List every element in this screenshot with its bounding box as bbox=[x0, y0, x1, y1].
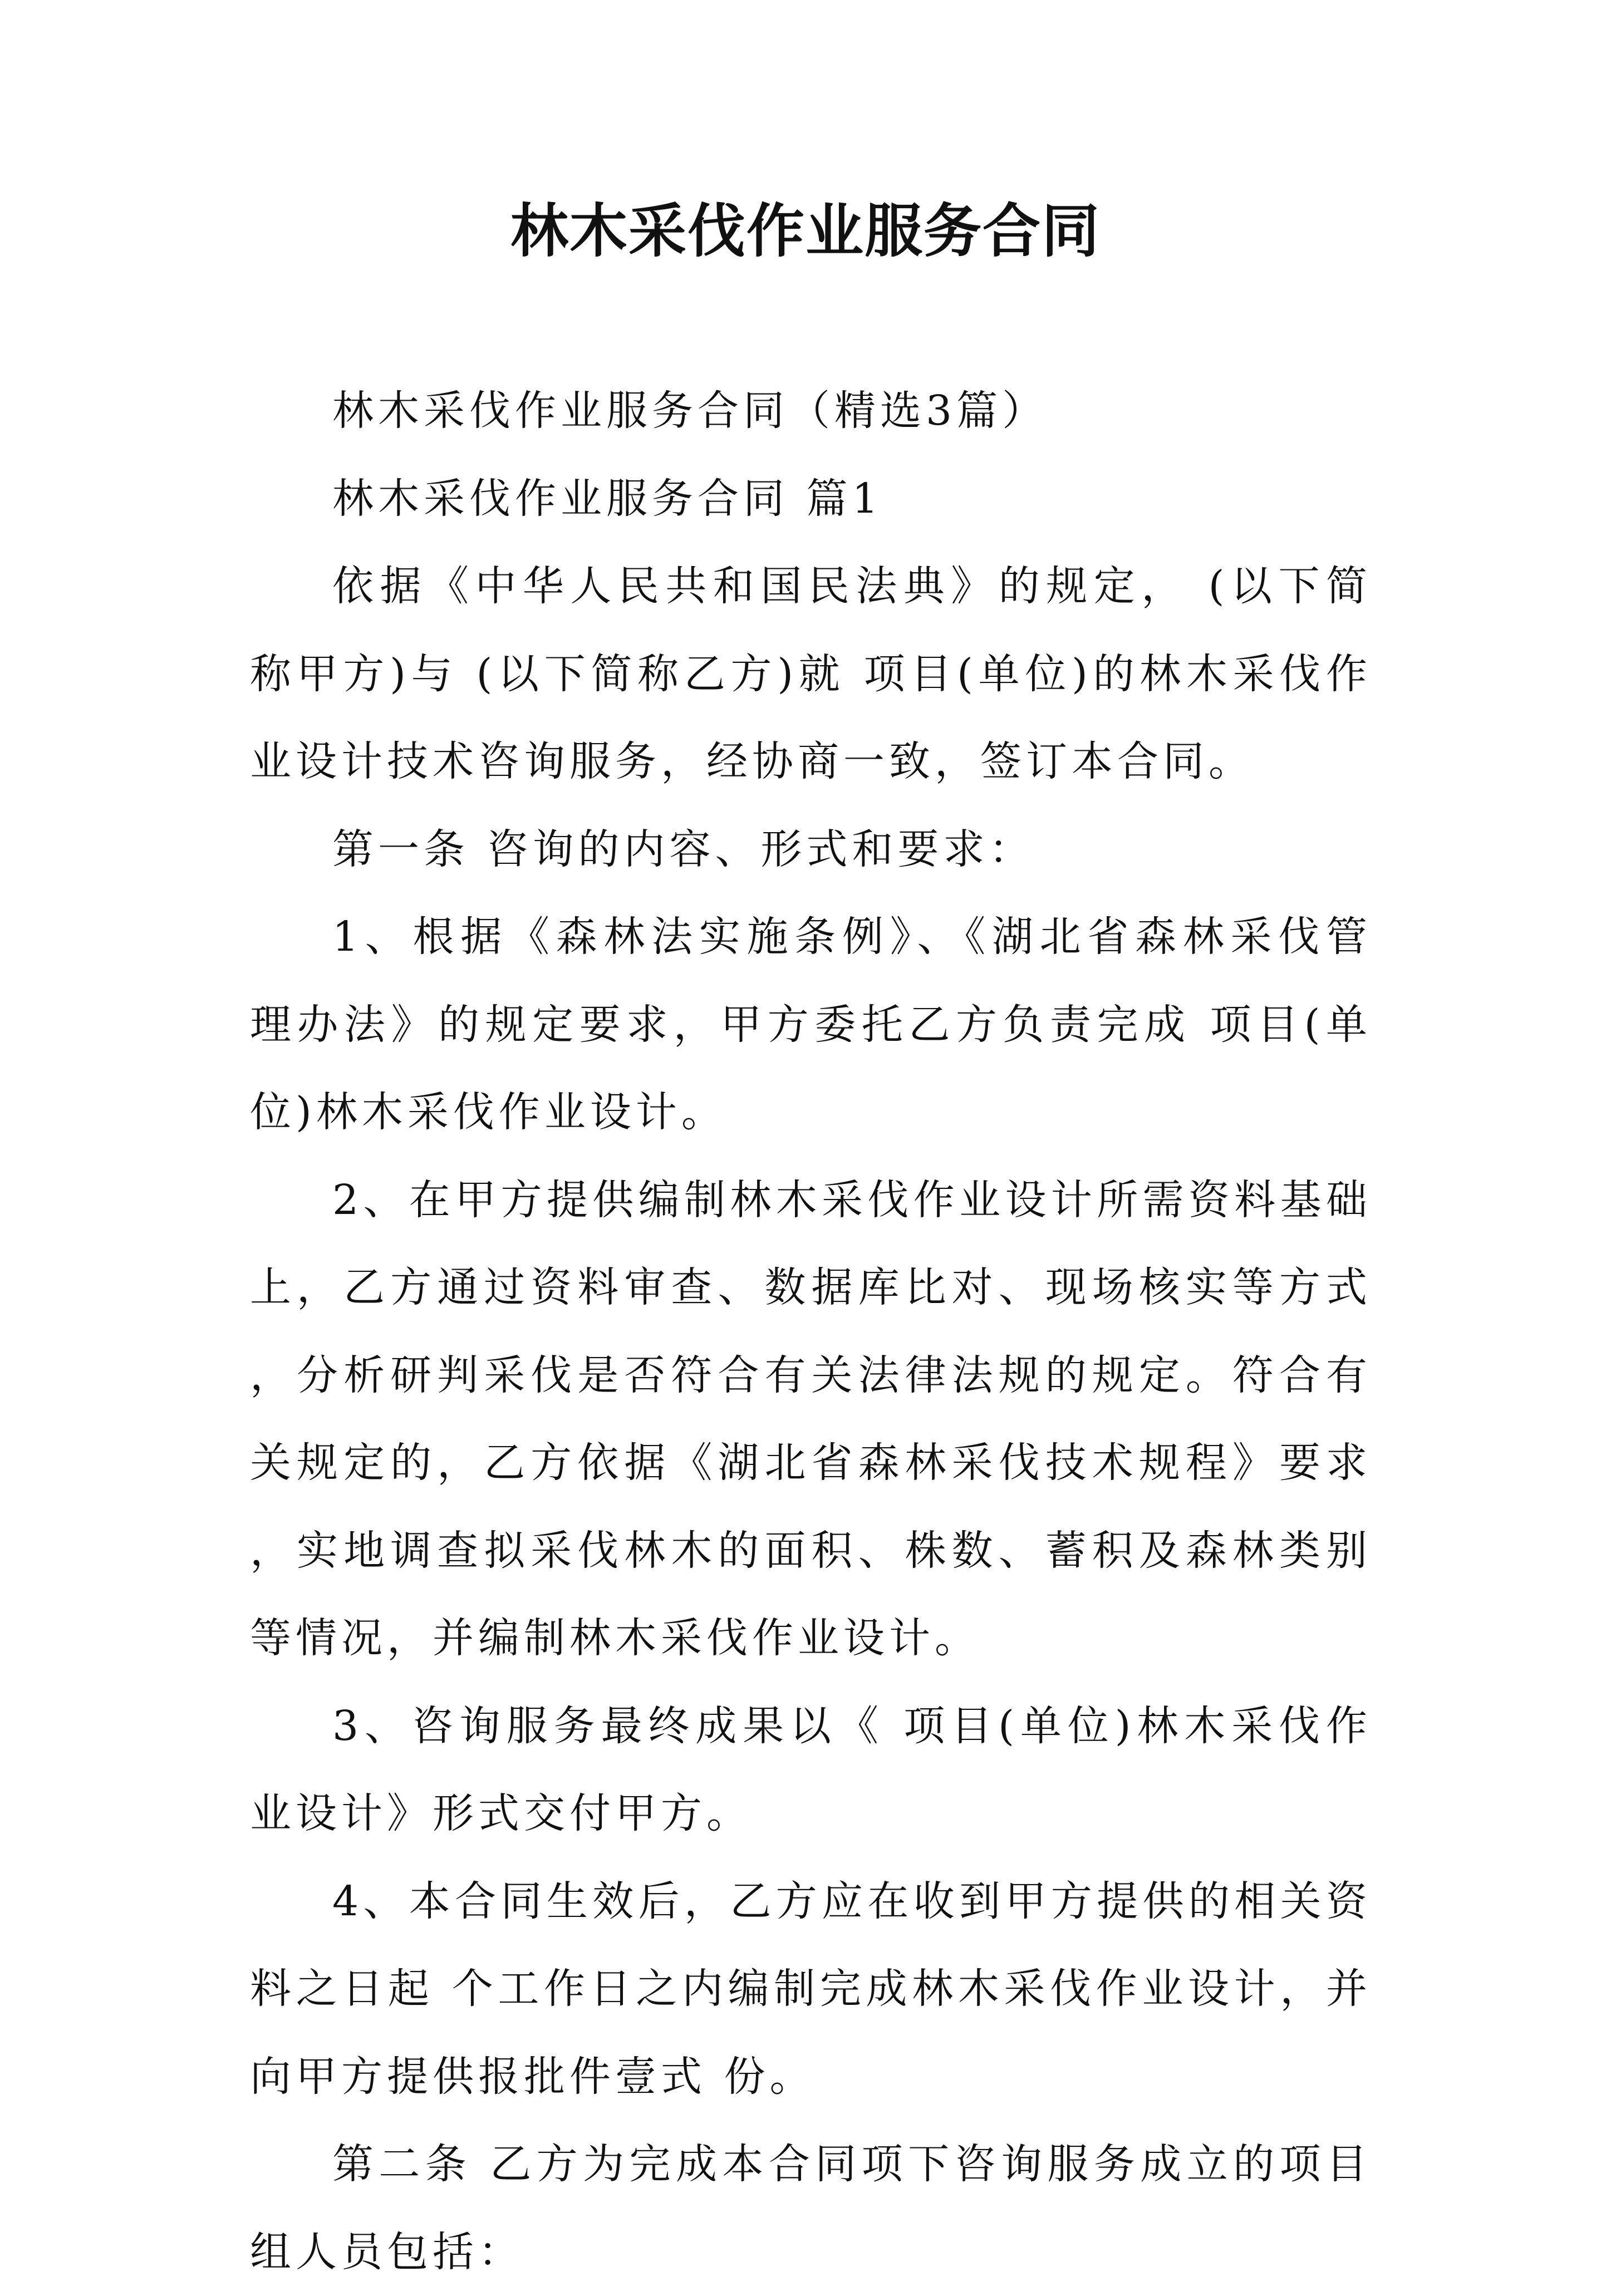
paragraph-article-2: 第二条 乙方为完成本合同项下咨询服务成立的项目组人员包括： bbox=[250, 2140, 1372, 2276]
paragraph-section-heading: 林木采伐作业服务合同 篇1 bbox=[332, 474, 883, 523]
paragraph-item-2: 2、在甲方提供编制林木采伐作业设计所需资料基础上，乙方通过资料审查、数据库比对、现场核实等方式，分析研判采伐是否符合有关法律法规的规定。符合有关规定的，乙方依据《湖北省森林采伐技术规程》要求，实地调查拟采伐林木的面积、株数、蓄积及森林类别等情况，并编制林木采伐作业设计。 bbox=[250, 1176, 1372, 1662]
paragraph-item-1: 1、根据《森林法实施条例》、《湖北省森林采伐管理办法》的规定要求，甲方委托乙方负责完成 项目(单位)林木采伐作业设计。 bbox=[250, 913, 1372, 1136]
paragraph-subtitle: 林木采伐作业服务合同（精选3篇） bbox=[332, 387, 1048, 435]
paragraph-item-3: 3、咨询服务最终成果以《 项目(单位)林木采伐作业设计》形式交付甲方。 bbox=[250, 1702, 1372, 1837]
document-title: 林木采伐作业服务合同 bbox=[510, 196, 1101, 265]
paragraph-article-1-heading: 第一条 咨询的内容、形式和要求： bbox=[332, 825, 1035, 873]
paragraph-preamble: 依据《中华人民共和国民法典》的规定， (以下简称甲方)与 (以下简称乙方)就 项目(单位)的林木采伐作业设计技术咨询服务，经协商一致，签订本合同。 bbox=[250, 562, 1372, 785]
document-body bbox=[250, 367, 1372, 2296]
paragraph-item-4: 4、本合同生效后，乙方应在收到甲方提供的相关资料之日起 个工作日之内编制完成林木采伐作业设计，并向甲方提供报批件壹式 份。 bbox=[250, 1877, 1372, 2101]
